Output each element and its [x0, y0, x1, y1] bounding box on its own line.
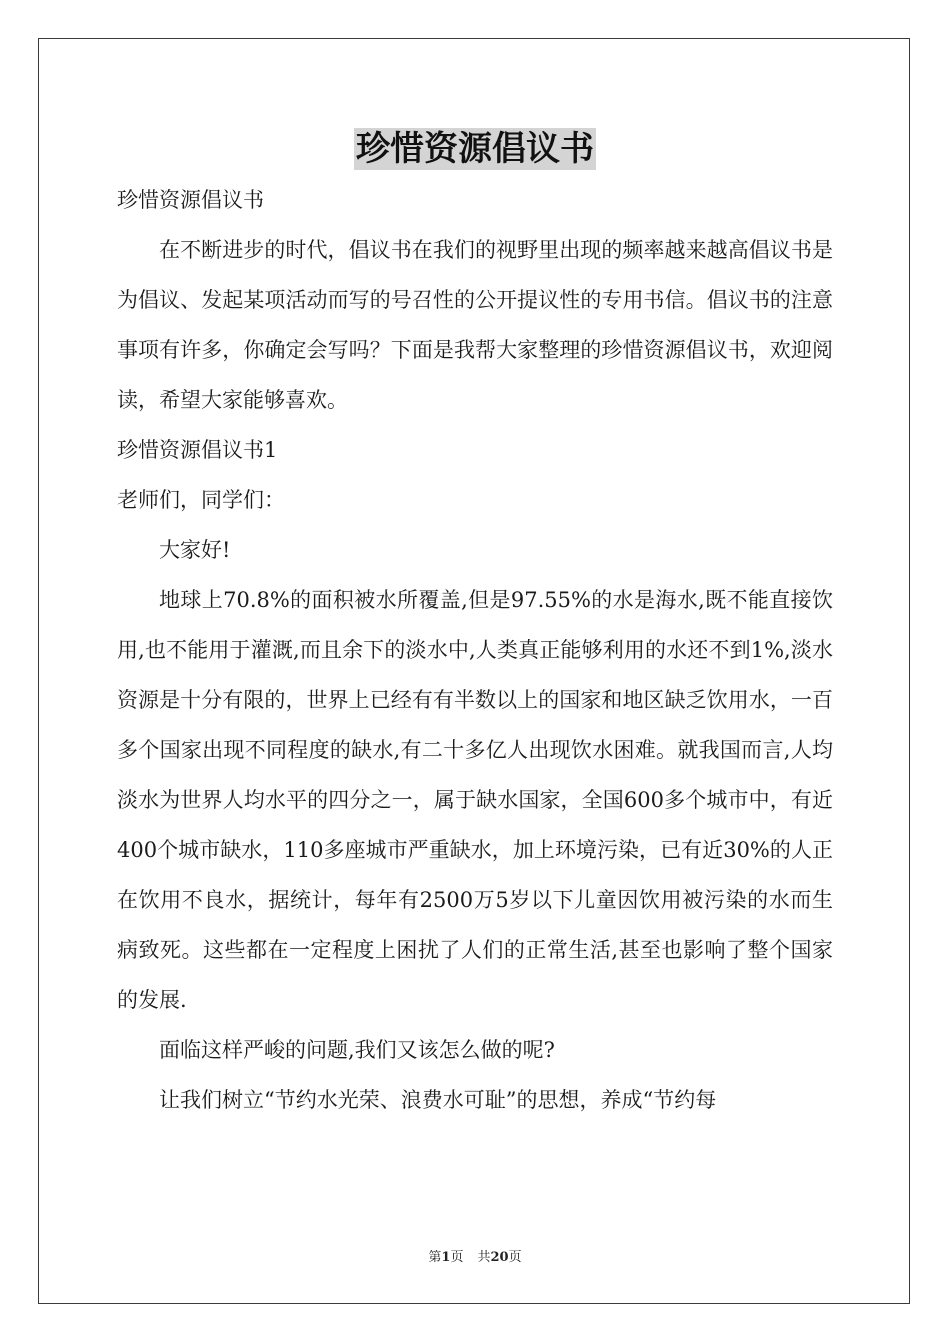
paragraph: 地球上70.8%的面积被水所覆盖,但是97.55%的水是海水,既不能直接饮用,也不能用于灌溉,而且余下的淡水中,人类真正能够利用的水还不到1%,淡水资源是十分有限的，世界上已经有有半数以上的国家和地区缺乏饮用水，一百多个国家出现不同程度的缺水,有二十多亿人出现饮水困难。就我国而言,人均淡水为世界人均水平的四分之一，属于缺水国家，全国600多个城市中，有近400个城市缺水，110多座城市严重缺水，加上环境污染，已有近30%的人正在饮用不良水，据统计，每年有2500万5岁以下儿童因饮用被污染的水而生病致死。这些都在一定程度上困扰了人们的正常生活,甚至也影响了整个国家的发展.: [117, 588, 833, 1012]
total-pages: 20: [490, 1250, 509, 1265]
page-prefix: 第: [428, 1250, 442, 1265]
paragraph: 珍惜资源倡议书1: [117, 438, 278, 462]
paragraph: 珍惜资源倡议书: [117, 188, 264, 212]
paragraph: 老师们，同学们：: [117, 488, 285, 512]
paragraph: 让我们树立“节约水光荣、浪费水可耻”的思想，养成“节约每: [159, 1088, 717, 1112]
total-suffix: 页: [508, 1250, 522, 1265]
paragraph: 大家好!: [159, 538, 231, 562]
page-suffix: 页: [450, 1250, 464, 1265]
total-prefix: 共: [477, 1250, 491, 1265]
page-footer: [0, 1246, 950, 1265]
page-number: 1: [441, 1250, 451, 1265]
document-title: 珍惜资源倡议书: [356, 129, 594, 169]
title-wrap: [0, 128, 950, 170]
document-body: [117, 175, 833, 1125]
paragraph: 面临这样严峻的问题,我们又该怎么做的呢?: [159, 1038, 555, 1062]
paragraph: 在不断进步的时代，倡议书在我们的视野里出现的频率越来越高倡议书是为倡议、发起某项活动而写的号召性的公开提议性的专用书信。倡议书的注意事项有许多，你确定会写吗？下面是我帮大家整理的珍惜资源倡议书，欢迎阅读，希望大家能够喜欢。: [117, 238, 833, 412]
